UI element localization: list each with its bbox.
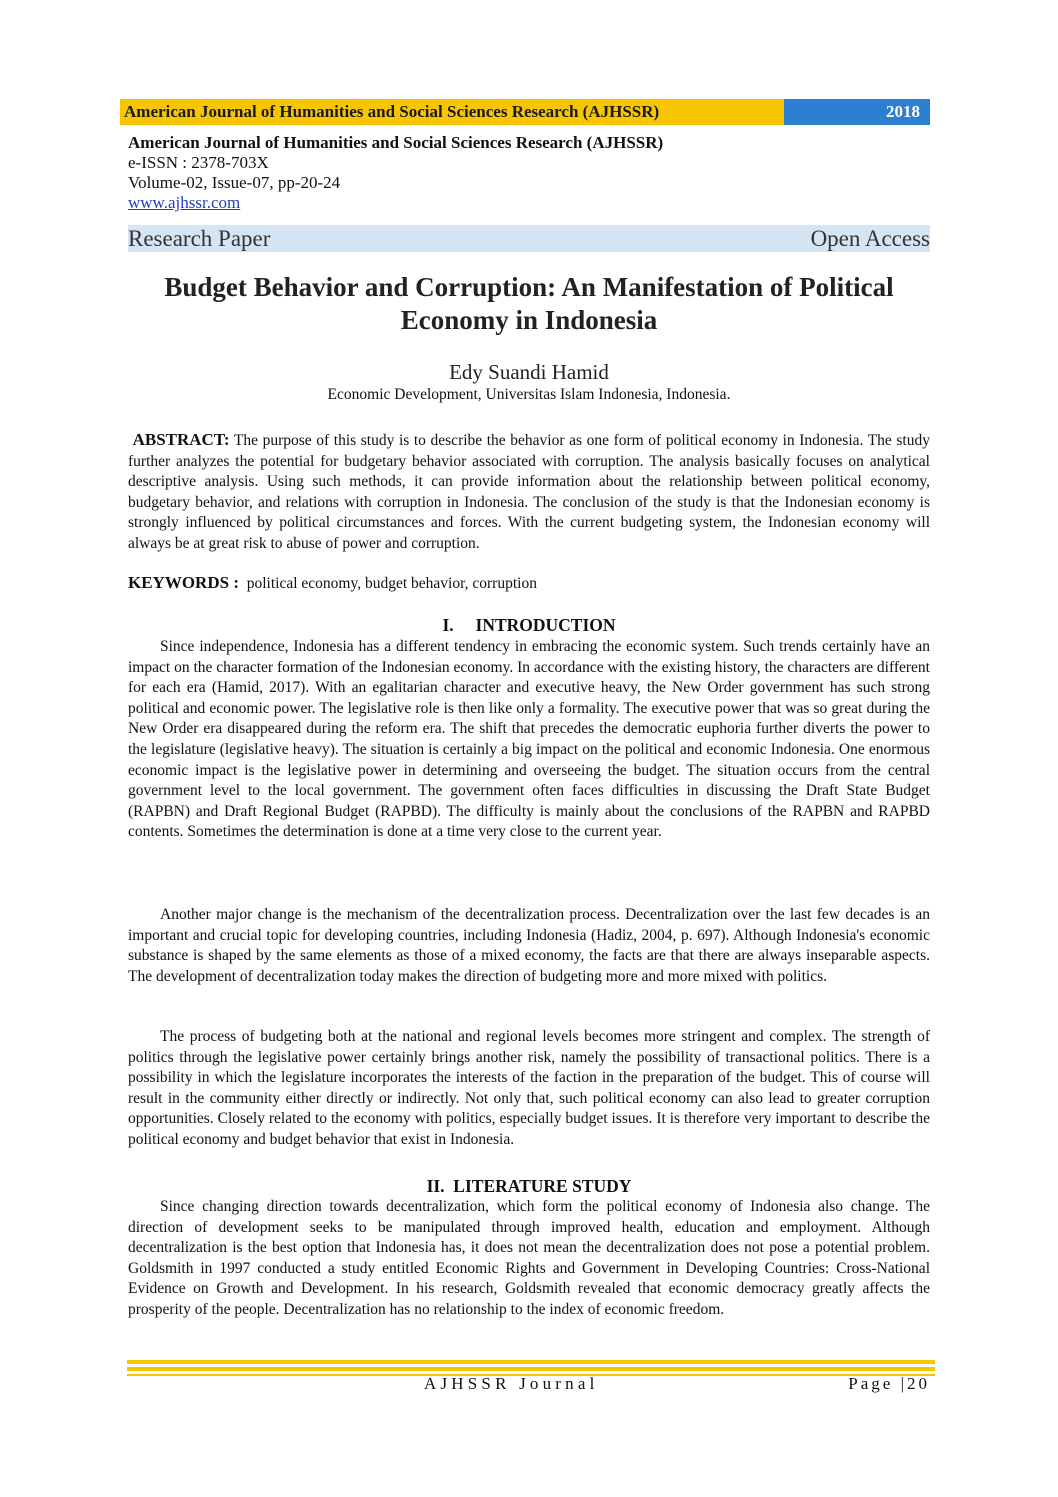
footer-journal: AJHSSR Journal (424, 1374, 599, 1393)
paper-type-bar (128, 225, 930, 252)
journal-volume: Volume-02, Issue-07, pp-20-24 (128, 173, 341, 192)
title-line-2: Economy in Indonesia (400, 305, 658, 335)
title-line-1: Budget Behavior and Corruption: An Manifestation of Political (164, 272, 894, 302)
access-type: Open Access (810, 225, 930, 251)
abstract (128, 430, 930, 555)
section-heading-introduction: I. INTRODUCTION (442, 615, 616, 635)
literature-paragraph-1: Since changing direction towards decentralization, which form the political economy of Indonesia also change. The direction of development seeks to be manipulated through improved health, education and employment. Although decentralization is the best option that Indonesia has, it does not mean the decentralization does not pose a potential problem. Goldsmith in 1997 conducted a study entitled Economic Rights and Government in Developing Countries: Cross-National Evidence on Growth and Development. In his research, Goldsmith revealed that economic democracy greatly affects the prosperity of the people. Decentralization has no relationship to the index of economic freedom. (128, 1198, 930, 1318)
header-year: 2018 (784, 99, 930, 125)
journal-name: American Journal of Humanities and Social Sciences Research (AJHSSR) (128, 133, 664, 152)
paper-type: Research Paper (128, 225, 271, 251)
header-journal-name: American Journal of Humanities and Social Sciences Research (AJHSSR) (120, 99, 784, 125)
section-heading-literature-study: II. LITERATURE STUDY (426, 1176, 632, 1196)
paper-title (128, 271, 930, 337)
intro-paragraph-2: Another major change is the mechanism of the decentralization process. Decentralization over the last few decades is an important and crucial topic for developing countries, including Indonesia (Hadiz, 2004, p. 697). Although Indonesia's economic substance is shaped by the same elements as those of a mixed economy, the facts are that there are always inseparable aspects. The development of decentralization today makes the direction of budgeting more and more mixed with politics. (128, 906, 930, 985)
author-name: Edy Suandi Hamid (449, 360, 609, 384)
page-footer (128, 1374, 930, 1394)
journal-info (128, 133, 663, 213)
journal-header-bar (120, 99, 930, 125)
intro-paragraph-3: The process of budgeting both at the national and regional levels becomes more stringent and complex. The strength of politics through the legislative power certainly brings another risk, namely the possibility of transactional politics. There is a possibility in which the legislature incorporates the interests of the faction in the preparation of the budget. This of course will result in the community either directly or indirectly. Not only that, such political economy can also lead to greater corruption opportunities. Closely related to the economy with politics, especially budget issues. It is therefore very important to describe the political economy and budget behavior that exist in Indonesia. (128, 1028, 930, 1148)
abstract-text: The purpose of this study is to describe the behavior as one form of political economy in Indonesia. The study further analyzes the potential for budgetary behavior associated with corruption. The analysis basically focuses on analytical descriptive analysis. Using such methods, it can provide information about the relationship between political economy, budgetary behavior, and relations with corruption in Indonesia. The conclusion of the study is that the Indonesian economy is strongly influenced by political circumstances and forces. With the current budgeting system, the Indonesian economy will always be at great risk to abuse of power and corruption. (128, 432, 930, 552)
journal-website-link[interactable]: www.ajhssr.com (128, 193, 241, 212)
journal-issn: e-ISSN : 2378-703X (128, 153, 269, 172)
keywords-text: political economy, budget behavior, corruption (246, 575, 537, 592)
footer-page-number: Page |20 (848, 1374, 930, 1393)
abstract-label: ABSTRACT: (132, 430, 230, 449)
keywords-label: KEYWORDS : (128, 573, 239, 592)
author-affiliation: Economic Development, Universitas Islam Indonesia, Indonesia. (327, 386, 731, 403)
intro-paragraph-1: Since independence, Indonesia has a different tendency in embracing the economic system. Such trends certainly have an impact on the character formation of the Indonesian economy. In accordance with the existing history, the characters are different for each era (Hamid, 2017). With an egalitarian character and executive heavy, the New Order government has such strong political and economic power. The legislative role is then like only a formality. The executive power that was so great during the New Order era disappeared during the reform era. The shift that precedes the democratic euphoria further diverts the power to the legislature (legislative heavy). The situation is certainly a big impact on the political and economic Indonesia. One enormous economic impact is the legislative power in determining and overseeing the budget. The situation occurs from the central government level to the local government. The government often faces difficulties in discussing the Draft State Budget (RAPBN) and Draft Regional Budget (RAPBD). The difficulty is mainly about the conclusions of the RAPBN and RAPBD contents. Sometimes the determination is done at a time very close to the current year. (128, 638, 930, 841)
keywords (128, 573, 930, 593)
